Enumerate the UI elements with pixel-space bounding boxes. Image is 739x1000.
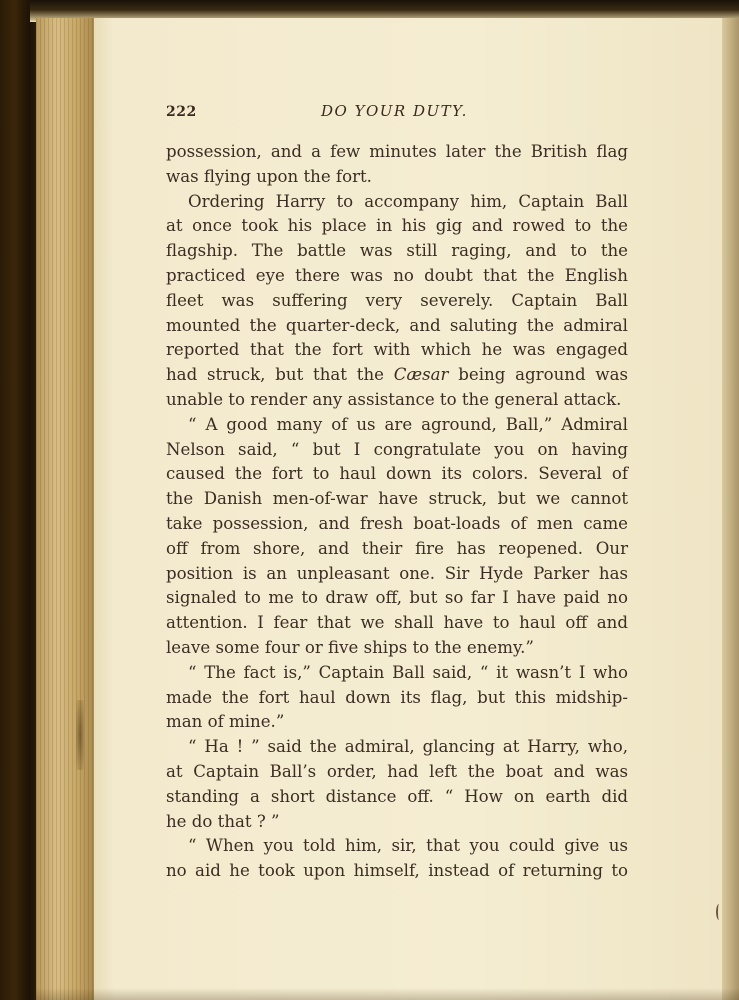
text-line: was flying upon the fort.: [166, 166, 372, 186]
text-span: being aground was: [448, 365, 628, 385]
text-line: the Danish men-of-war have struck, but we cannot: [166, 489, 628, 509]
body-text: [166, 140, 628, 884]
running-head: DO YOUR DUTY.: [321, 102, 468, 120]
text-line: no aid he took upon himself, instead of returning to: [166, 861, 628, 881]
text-line: “ Ha ! ” said the admiral, glancing at Harry, who,: [188, 737, 628, 757]
text-line: mounted the quarter-deck, and saluting the admiral: [166, 315, 628, 335]
text-line: “ A good many of us are aground, Ball,” Admiral: [188, 414, 628, 434]
text-line: fleet was suffering very severely. Captain Ball: [166, 290, 628, 310]
text-line: reported that the fort with which he was engaged: [166, 340, 628, 360]
text-line: Nelson said, “ but I congratulate you on having: [166, 439, 628, 459]
text-line: attention. I fear that we shall have to haul off and: [166, 613, 628, 633]
text-line: standing a short distance off. “ How on earth did: [166, 786, 628, 806]
text-line: at once took his place in his gig and rowed to the: [166, 216, 628, 236]
text-line: possession, and a few minutes later the British flag: [166, 142, 628, 161]
text-line: position is an unpleasant one. Sir Hyde Parker has: [166, 563, 628, 583]
text-line: Ordering Harry to accompany him, Captain Ball: [188, 191, 628, 211]
text-line: flagship. The battle was still raging, and to the: [166, 241, 628, 261]
text-line: leave some four or five ships to the enemy.”: [166, 637, 534, 657]
text-line: [166, 363, 628, 388]
page-bottom-shadow: [36, 988, 739, 1000]
text-line: practiced eye there was no doubt that the English: [166, 265, 628, 285]
text-line: man of mine.”: [166, 712, 285, 732]
text-line: signaled to me to draw off, but so far I have paid no: [166, 588, 628, 608]
text-line: at Captain Ball’s order, had left the boat and was: [166, 761, 628, 781]
page-edges: [36, 18, 94, 1000]
text-line: caused the fort to haul down its colors. Several of: [166, 464, 628, 484]
binding-stain: [76, 700, 84, 770]
text-line: “ The fact is,” Captain Ball said, “ it wasn’t I who: [188, 662, 628, 682]
margin-mark: [716, 904, 722, 920]
ship-name: Cæsar: [393, 365, 449, 385]
page-right-edge: [722, 18, 739, 1000]
page-number: 222: [166, 104, 197, 120]
text-line: he do that ? ”: [166, 811, 280, 831]
text-line: made the fort haul down its flag, but this midship-: [166, 687, 628, 707]
text-span: had struck, but that the: [166, 365, 394, 385]
text-line: take possession, and fresh boat-loads of men came: [166, 513, 628, 533]
text-line: off from shore, and their fire has reopened. Our: [166, 538, 628, 558]
page-header: [166, 102, 628, 126]
text-line: “ When you told him, sir, that you could give us: [188, 836, 628, 856]
text-line: unable to render any assistance to the general attack.: [166, 389, 622, 409]
